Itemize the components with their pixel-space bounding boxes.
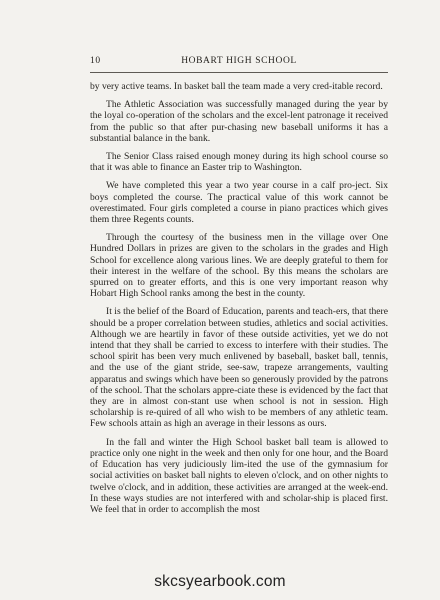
paragraph-basket-ball: In the fall and winter the High School basket ball team is allowed to practice only one night in the week and then only for one hour, and the Board of Education has very judiciously lim-ited the use of the gymnasium for social activities on basket ball nights to eleven o'clock, and on other nights to twelve o'clock, and in addition, these activities are arranged at the week-end. In these ways studies are not interfered with and scholar-ship is placed first. We feel that in order to accomplish the most bbox=[90, 436, 388, 515]
paragraph-calf-project: We have completed this year a two year course in a calf pro-ject. Six boys completed the course. The practical value of this work cannot be overestimated. Four girls completed a course in piano practices which gives them three Regents counts. bbox=[90, 180, 388, 226]
body-text bbox=[90, 81, 388, 522]
running-title: HOBART HIGH SCHOOL bbox=[181, 56, 297, 66]
paragraph-continued: by very active teams. In basket ball the team made a very cred-itable record. bbox=[90, 81, 383, 92]
page-number: 10 bbox=[90, 56, 101, 66]
header-rule bbox=[90, 72, 388, 73]
watermark-text: skcsyearbook.com bbox=[154, 573, 286, 590]
paragraph-athletic-association: The Athletic Association was successfully managed during the year by the loyal co-operation of the scholars and the excel-lent patronage it received from the public so that after pur-chasing new baseball uniforms it has a substantial balance in the bank. bbox=[90, 99, 388, 144]
paragraph-board-of-education: It is the belief of the Board of Education, parents and teach-ers, that there should be a proper correlation between studies, athletics and social activities. Although we are heartily in favor of these outside activities, yet we do not intend that they shall be carried to excess to interfere with their studies. The school spirit has been very much enlivened by baseball, basket ball, tennis, and the use of the giant stride, see-saw, trapeze arrangements, vaulting apparatus and swings which have been so generously provided by the patrons of the school. That the scholars appre-ciate these is evidenced by the fact that they are in almost con-stant use when school is not in session. High scholarship is re-quired of all who wish to be members of any athletic team. Few schools attain as high an average in their lessons as ours. bbox=[90, 306, 388, 430]
paragraph-prizes: Through the courtesy of the business men in the village over One Hundred Dollars in prizes are given to the scholars in the grades and High School for excellence along various lines. We are deeply grateful to them for their interest in the welfare of the school. By this means the scholars are spurred on to greater efforts, and this is one very important reason why Hobart High School ranks among the best in the county. bbox=[90, 232, 388, 300]
paragraph-senior-class: The Senior Class raised enough money during its high school course so that it was able to finance an Easter trip to Washington. bbox=[90, 151, 388, 174]
page-header bbox=[90, 56, 388, 70]
